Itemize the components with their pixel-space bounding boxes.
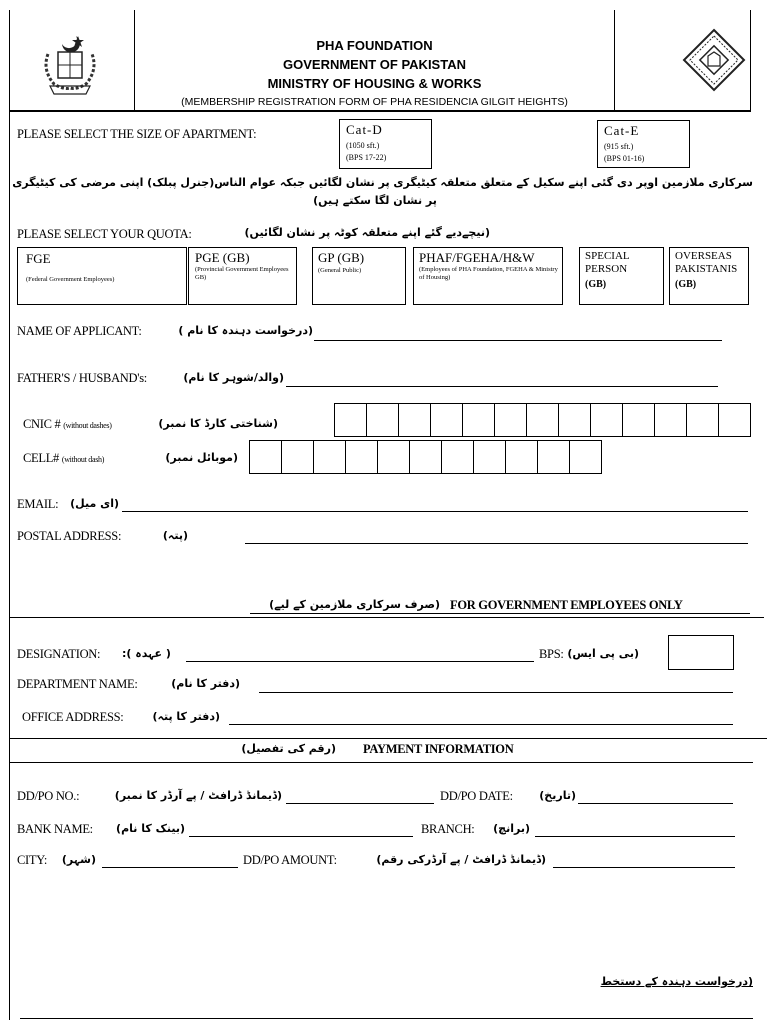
ddpo-amount-label: DD/PO AMOUNT:	[243, 853, 337, 867]
applicant-name-field[interactable]	[314, 340, 722, 341]
digit-box[interactable]	[281, 440, 314, 474]
govt-section-rule	[9, 617, 764, 618]
ddpo-amount-urdu: (ڈیمانڈ ڈرافٹ / پے آرڈرکی رقم)	[376, 853, 546, 866]
cat-e-bps: (BPS 01-16)	[604, 154, 645, 163]
quota-fge-sub: (Federal Government Employees)	[26, 276, 115, 283]
page-border-left	[9, 10, 10, 1020]
digit-box[interactable]	[558, 403, 591, 437]
department-urdu: (دفتر کا نام)	[171, 677, 240, 690]
cnic-urdu: (شناختی کارڈ کا نمبر)	[158, 417, 278, 430]
cat-e-size: (915 sft.)	[604, 142, 634, 151]
department-label: DEPARTMENT NAME:	[17, 677, 138, 691]
digit-box[interactable]	[718, 403, 751, 437]
quota-label: PLEASE SELECT YOUR QUOTA:	[17, 227, 192, 241]
government-emblem-icon	[40, 30, 100, 100]
payment-section-title: PAYMENT INFORMATION	[363, 742, 514, 756]
cat-d-title: Cat-D	[346, 122, 383, 137]
office-address-field[interactable]	[229, 724, 733, 725]
cell-label-group	[23, 451, 104, 466]
digit-box[interactable]	[622, 403, 655, 437]
city-urdu: (شہر)	[61, 853, 96, 866]
cnic-label-group	[23, 417, 112, 432]
digit-box[interactable]	[409, 440, 442, 474]
cell-label: CELL#	[23, 451, 59, 465]
header-bottom-rule	[9, 110, 751, 112]
digit-box[interactable]	[366, 403, 399, 437]
designation-field[interactable]	[186, 661, 534, 662]
quota-gp-sub: (General Public)	[318, 267, 362, 274]
bank-name-urdu: (بینک کا نام)	[116, 822, 185, 835]
header-border-right	[750, 10, 751, 110]
apartment-urdu-note-line2: پر نشان لگا سکتے ہیں)	[313, 194, 437, 207]
postal-address-urdu: (پتہ)	[162, 529, 188, 542]
quota-gp-title: GP (GB)	[318, 250, 365, 265]
father-name-label: FATHER'S / HUSBAND's:	[17, 371, 147, 385]
digit-box[interactable]	[569, 440, 602, 474]
header-title-ministry: MINISTRY OF HOUSING & WORKS	[267, 76, 482, 91]
quota-special-title: SPECIAL PERSON	[585, 250, 630, 275]
father-name-field[interactable]	[286, 386, 718, 387]
digit-box[interactable]	[590, 403, 623, 437]
postal-address-label: POSTAL ADDRESS:	[17, 529, 122, 543]
cat-d-bps: (BPS 17-22)	[346, 153, 387, 162]
bank-name-field[interactable]	[189, 836, 413, 837]
email-label: EMAIL:	[17, 497, 59, 511]
digit-box[interactable]	[537, 440, 570, 474]
digit-box[interactable]	[441, 440, 474, 474]
quota-pha-option[interactable]	[413, 247, 563, 305]
email-urdu: (ای میل)	[70, 497, 119, 510]
digit-box[interactable]	[462, 403, 495, 437]
quota-fge-option[interactable]	[17, 247, 187, 305]
office-address-label: OFFICE ADDRESS:	[22, 710, 124, 724]
quota-special-option[interactable]	[579, 247, 664, 305]
designation-urdu: ( عہدہ ):	[122, 647, 171, 660]
bps-urdu: (بی پی ایس)	[567, 647, 639, 660]
cat-d-size: (1050 sft.)	[346, 141, 380, 150]
quota-pha-sub: (Employees of PHA Foundation, FGEHA & Ministry of Housing)	[419, 266, 558, 281]
digit-box[interactable]	[377, 440, 410, 474]
applicant-name-urdu: (درخواست دہندہ کا نام )	[178, 324, 313, 337]
quota-urdu-label: (نیچےدیے گئے اپنے متعلقہ کوٹہ پر نشان لگائیں)	[244, 226, 490, 239]
cat-d-option[interactable]	[339, 119, 432, 169]
apartment-size-label: PLEASE SELECT THE SIZE OF APARTMENT:	[17, 127, 257, 141]
header-title-foundation: PHA FOUNDATION	[316, 38, 433, 53]
city-field[interactable]	[102, 867, 238, 868]
cnic-label: CNIC #	[23, 417, 61, 431]
ddpo-no-label: DD/PO NO.:	[17, 789, 80, 803]
cat-e-option[interactable]	[597, 120, 690, 168]
bps-label: BPS:	[539, 647, 564, 661]
govt-title-underline	[250, 613, 750, 614]
cat-e-title: Cat-E	[604, 123, 640, 138]
header-divider-right	[614, 10, 615, 110]
quota-pge-option[interactable]	[188, 247, 297, 305]
digit-box[interactable]	[398, 403, 431, 437]
office-address-urdu: (دفتر کا پتہ)	[152, 710, 220, 723]
quota-pge-sub: (Provincial Government Employees GB)	[195, 266, 289, 281]
payment-rule-top	[9, 738, 767, 739]
payment-urdu-heading: (رقم کی تفصیل)	[241, 742, 336, 755]
city-label: CITY:	[17, 853, 47, 867]
branch-label: BRANCH:	[421, 822, 475, 836]
ddpo-date-label: DD/PO DATE:	[440, 789, 513, 803]
postal-address-field[interactable]	[245, 543, 748, 544]
branch-field[interactable]	[535, 836, 735, 837]
applicant-signature-label: (درخواست دہندہ کے دستخط	[600, 975, 753, 988]
page-border-bottom	[20, 1018, 753, 1019]
designation-label: DESIGNATION:	[17, 647, 101, 661]
digit-box[interactable]	[345, 440, 378, 474]
digit-box[interactable]	[494, 403, 527, 437]
father-name-urdu: (والد/شوہر کا نام)	[183, 371, 284, 384]
digit-box[interactable]	[430, 403, 463, 437]
ddpo-no-urdu: (ڈیمانڈ ڈرافٹ / پے آرڈر کا نمبر)	[114, 789, 282, 802]
cnic-note: (without dashes)	[63, 421, 112, 430]
ddpo-no-field[interactable]	[286, 803, 434, 804]
quota-gp-option[interactable]	[312, 247, 406, 305]
quota-pge-title: PGE (GB)	[195, 250, 250, 265]
digit-box[interactable]	[473, 440, 506, 474]
apartment-urdu-note-line1: سرکاری ملازمین اوپر دی گئی اپنے سکیل کے متعلق متعلقہ کیٹیگری پر نشان لگائیں جبکہ عوام الناس(جنرل پبلک) اپنی مرضی کی کیٹیگری	[12, 176, 753, 189]
bps-box[interactable]	[668, 635, 734, 670]
branch-urdu: (برانچ)	[493, 822, 530, 835]
digit-box[interactable]	[313, 440, 346, 474]
digit-box[interactable]	[249, 440, 282, 474]
department-field[interactable]	[259, 692, 733, 693]
digit-box[interactable]	[686, 403, 719, 437]
quota-fge-title: FGE	[26, 251, 51, 266]
quota-overseas-title: OVERSEAS PAKISTANIS	[675, 250, 738, 275]
digit-box[interactable]	[654, 403, 687, 437]
pha-logo-icon	[682, 28, 746, 92]
email-field[interactable]	[122, 511, 748, 512]
quota-special-sub: (GB)	[585, 279, 607, 290]
cell-urdu: (موبائل نمبر)	[165, 451, 238, 464]
govt-urdu-heading: (صرف سرکاری ملازمین کے لیے)	[269, 598, 440, 611]
applicant-name-label: NAME OF APPLICANT:	[17, 324, 142, 338]
header-title-government: GOVERNMENT OF PAKISTAN	[283, 57, 466, 72]
digit-box[interactable]	[505, 440, 538, 474]
ddpo-date-field[interactable]	[578, 803, 733, 804]
header-subtitle: (MEMBERSHIP REGISTRATION FORM OF PHA RESIDENCIA GILGIT HEIGHTS)	[181, 96, 568, 108]
ddpo-date-urdu: (تاریخ)	[539, 789, 576, 802]
payment-rule-bottom	[9, 762, 753, 763]
bank-name-label: BANK NAME:	[17, 822, 93, 836]
ddpo-amount-field[interactable]	[553, 867, 735, 868]
quota-pha-title: PHAF/FGEHA/H&W	[419, 250, 535, 265]
cell-note: (without dash)	[61, 455, 105, 464]
govt-section-title: FOR GOVERNMENT EMPLOYEES ONLY	[450, 598, 683, 612]
digit-box[interactable]	[334, 403, 367, 437]
quota-overseas-option[interactable]	[669, 247, 749, 305]
quota-overseas-sub: (GB)	[675, 279, 697, 290]
digit-box[interactable]	[526, 403, 559, 437]
